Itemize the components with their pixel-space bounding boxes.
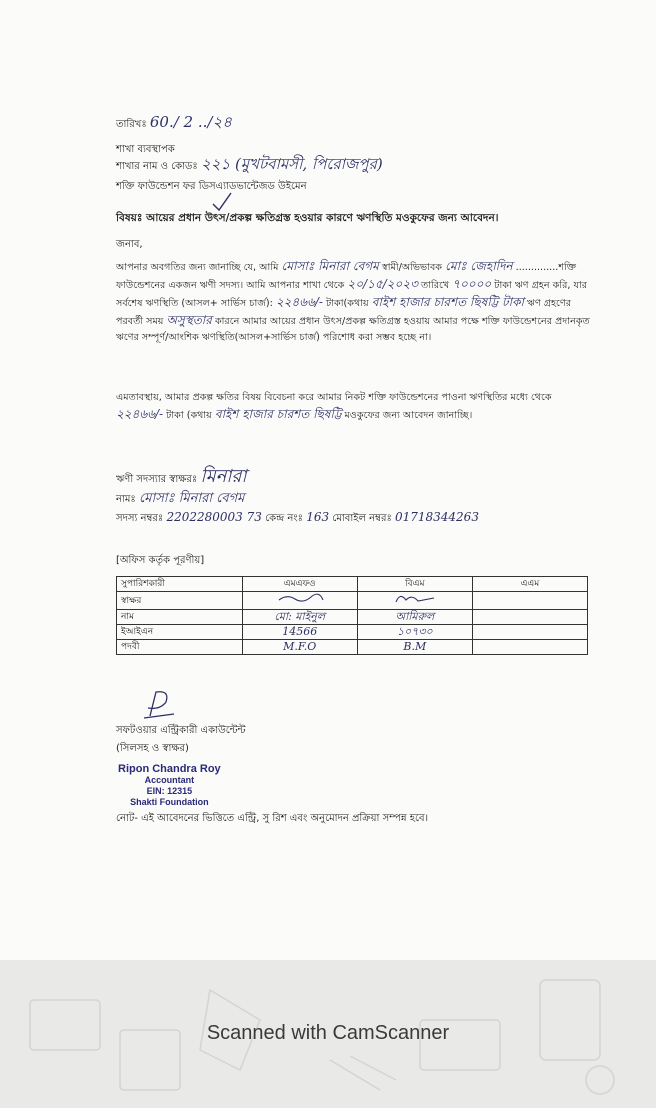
am-signature (472, 592, 587, 610)
table-row (117, 592, 588, 610)
member-no-label: সদস্য নম্বরঃ (116, 513, 164, 524)
member-name-line (116, 492, 244, 506)
para1-text-e: টাকা ঋণ গ্রহন করি, যার সর্বশেষ ঋণস্থিতি (আসল+ সার্ভিস চার্জ): (116, 280, 588, 309)
mfo-designation: M.F.O (242, 640, 357, 655)
name-label: নামঃ (116, 494, 136, 505)
date-value: 60./ 2 ../২৪ (149, 113, 232, 131)
am-ein (472, 625, 587, 640)
table-row (117, 610, 588, 625)
guardian-handwritten: মোঃ জেহাদিন (445, 259, 513, 273)
mobile-handwritten: 01718344263 (394, 510, 479, 524)
branch-name-value: ২২১ (মুখটবামসী, পিরোজপুর) (200, 155, 383, 173)
stamp-org: Shakti Foundation (130, 797, 209, 807)
member-signature-line (116, 466, 247, 487)
outstanding-handwritten: ২২৪৬৬/- (275, 295, 323, 309)
office-use-label: [অফিস কর্তৃক পূরণীয়] (116, 555, 205, 566)
mfo-ein: 14566 (242, 625, 357, 640)
paragraph-1 (116, 258, 594, 346)
camscanner-watermark: Scanned with CamScanner (206, 1022, 450, 1044)
member-details-line (116, 511, 479, 525)
loan-date-handwritten: ২০/১৫/২০২৩ (347, 277, 418, 291)
table-header-row (117, 577, 588, 592)
note-line: নোট- এই আবেদনের ভিত্তিতে এন্ট্রি, সু রিশ এবং অনুমোদন প্রক্রিয়া সম্পন্ন হবে। (116, 813, 429, 824)
bm-name: আমিরুল (357, 610, 472, 625)
date-label: তারিখঃ (116, 119, 147, 130)
table-row (117, 640, 588, 655)
stamp-name: Ripon Chandra Roy (118, 763, 221, 775)
mfo-signature-scribble (275, 592, 325, 604)
stamp-ein: EIN: 12315 (146, 786, 193, 796)
check-mark-icon (210, 190, 234, 214)
mfo-signature (242, 592, 357, 610)
bm-signature-scribble (390, 592, 440, 604)
member-no-handwritten: 2202280003 73 (166, 510, 262, 524)
para1-text-b: স্বামী/অভিভাবক (381, 262, 442, 273)
cause-handwritten: অসুস্থতার (166, 313, 212, 327)
signature-label: ঋণী সদস্যার স্বাক্ষরঃ (116, 474, 198, 485)
accountant-signature (140, 688, 180, 722)
para2-text-b: টাকা (কথায় (166, 410, 212, 421)
bm-ein: ১০৭৩০ (357, 625, 472, 640)
branch-name-label: শাখার নাম ও কোডঃ (116, 161, 198, 172)
row-label: পদবী (117, 640, 243, 655)
paragraph-2 (116, 390, 594, 424)
center-label: কেন্দ্র নংঃ (265, 513, 303, 524)
am-designation (472, 640, 587, 655)
outstanding-words-handwritten: বাইশ হাজার চারশত ছিষট্টি টাকা (371, 295, 524, 309)
para1-text-a: আপনার অবগতির জন্য জানাচ্ছি যে, আমি (116, 262, 279, 273)
row-label: স্বাক্ষর (117, 592, 243, 610)
accountant-line: সফটওয়ার এন্ট্রিকারী একাউন্টেন্ট (116, 725, 246, 736)
loan-amount-handwritten: ৭০০০০ (452, 277, 492, 291)
am-name (472, 610, 587, 625)
table-header-cell: সুপারিশকারী (117, 577, 243, 592)
member-signature: মিনারা (200, 466, 247, 487)
date-line (116, 113, 232, 131)
waiver-words-handwritten: বাইশ হাজার চারশত ছিষট্টি (214, 407, 342, 421)
para1-text-d: তারিখে (420, 280, 450, 291)
accountant-seal-label: (সিলসহ ও স্বাক্ষর) (116, 743, 189, 754)
foundation-line: শক্তি ফাউন্ডেশন ফর ডিসএ্যাডভান্টেজড উইমেন (116, 181, 307, 192)
row-label: ইআইএন (117, 625, 243, 640)
stamp-title: Accountant (144, 775, 195, 785)
table-header-cell: এমএফও (242, 577, 357, 592)
mfo-name: মো: মাইনুল (242, 610, 357, 625)
table-row (117, 625, 588, 640)
bm-designation: B.M (357, 640, 472, 655)
member-name-handwritten: মোসাঃ মিনারা বেগম (138, 491, 245, 506)
recommendation-table (116, 576, 588, 655)
para1-text-h: কারনে আমার আয়ের প্রধান উৎস/প্রকল্প ক্ষতিগ্রস্ত হওয়ায় আমার পক্ষে (214, 316, 479, 327)
mobile-label: মোবাইল নম্বরঃ (332, 513, 392, 524)
salutation: জনাব, (116, 239, 143, 250)
table-header-cell: এএম (472, 577, 587, 592)
para1-text-g: ঋণ গ্রহণের পরবর্তী সময় (116, 298, 571, 327)
center-handwritten: 163 (306, 510, 330, 524)
para2-text-a: এমতাবস্থায়, আমার প্রকল্প ক্ষতির বিষয় বিবেচনা করে আমার নিকট শক্তি ফাউন্ডেশনের পাওনা ঋণস্থিতির মধ্যে থেকে (116, 392, 552, 403)
applicant-name-handwritten: মোসাঃ মিনারা বেগম (281, 259, 379, 273)
accountant-stamp (118, 764, 221, 808)
branch-manager: শাখা ব্যবস্থাপক (116, 144, 175, 155)
para1-text-i: শক্তি ফাউন্ডেশনের প্রদানকৃত ঋণের সম্পূর্ণ/আংশিক ঋণস্থিতি(আসল+সার্ভিস চার্জ) পরিশোধ করা সম্ভব হচ্ছে না। (116, 316, 590, 343)
waiver-amount-handwritten: ২২৪৬৬/- (116, 407, 164, 421)
subject-line: বিষয়ঃ আয়ের প্রধান উৎস/প্রকল্প ক্ষতিগ্রস্ত হওয়ার কারণে ঋণস্থিতি মওকুফের জন্য আবেদন। (116, 212, 499, 224)
para2-text-c: মওকুফের জন্য আবেদন জানাচ্ছি। (344, 410, 473, 421)
bm-signature (357, 592, 472, 610)
para1-text-c: ..............শক্তি ফাউন্ডেশনের একজন ঋণী সদস্য। আমি আপনার শাখা থেকে (116, 262, 577, 291)
branch-name-line (116, 155, 383, 173)
table-header-cell: বিএম (357, 577, 472, 592)
row-label: নাম (117, 610, 243, 625)
para1-text-f: টাকা(কথায় (326, 298, 369, 309)
